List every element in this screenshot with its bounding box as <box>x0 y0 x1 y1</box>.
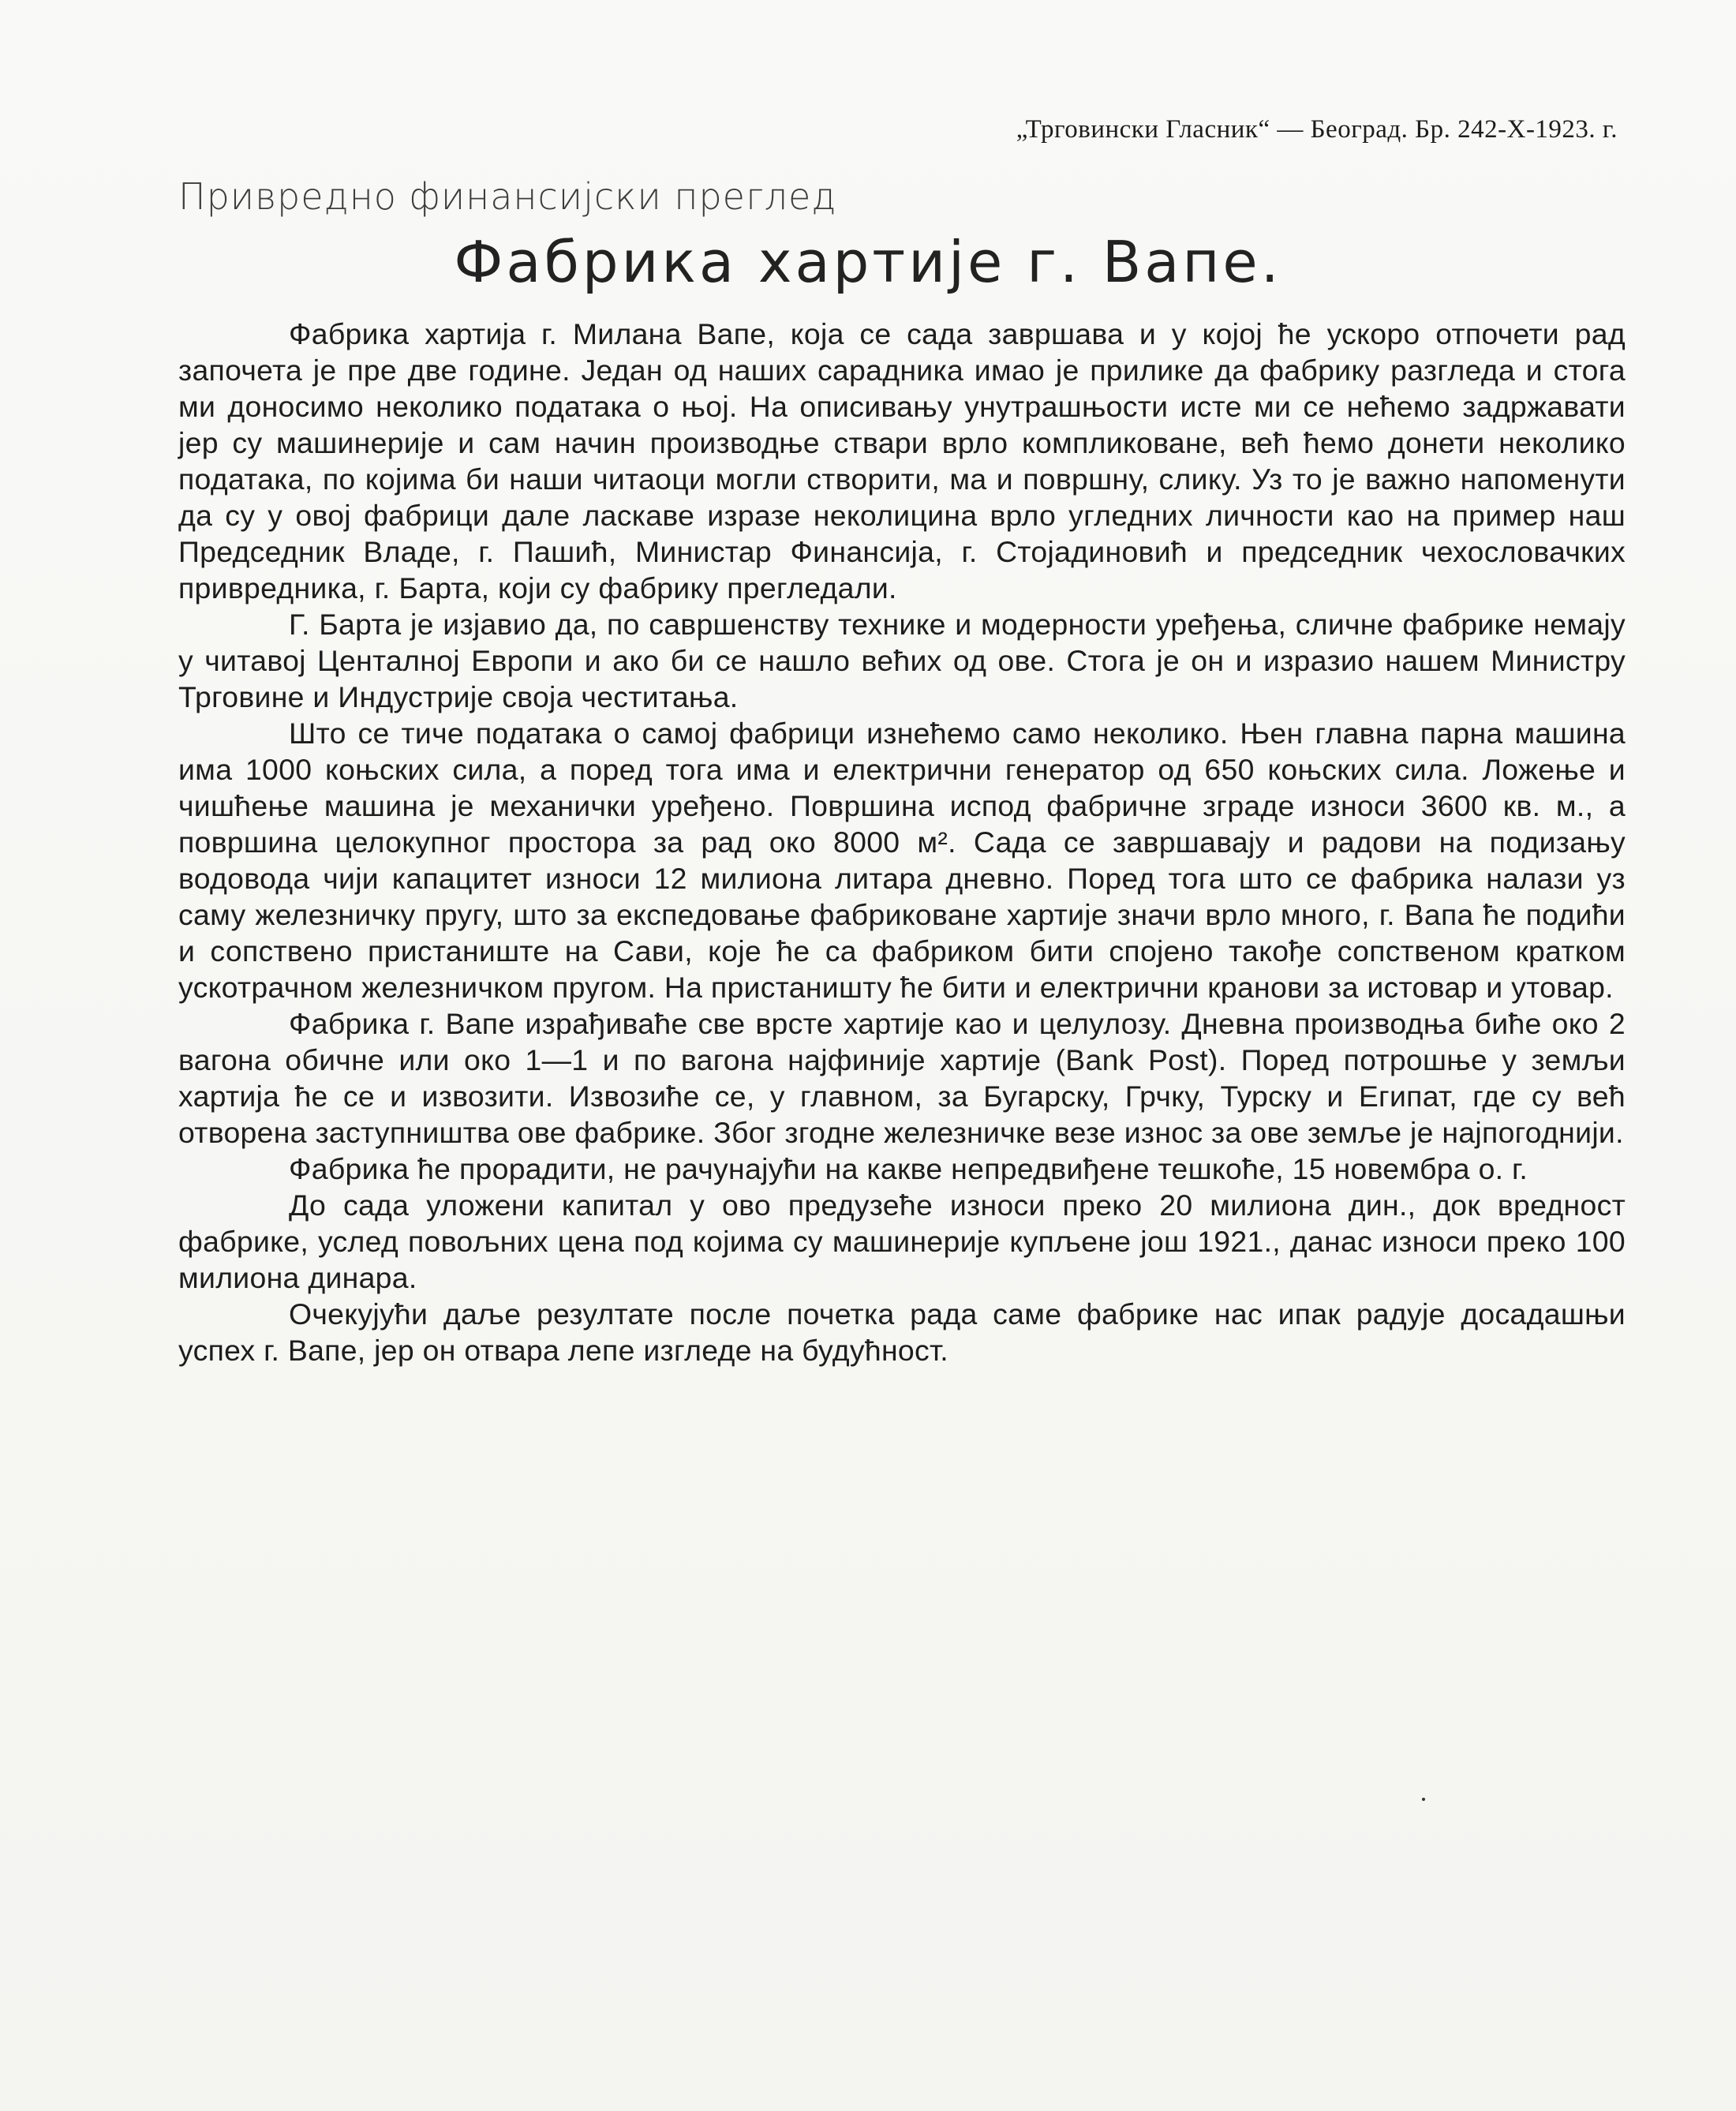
article-paragraph: Фабрика хартија г. Милана Вапе, која се сада завршава и у којој ће ускоро отпочети рад започета је пре две године. Један од наших сарадника имао је прилике да фабрику разгледа и стога ми доносимо неколико података о њој. На описивању унутрашњости исте ми се нећемо задржавати јер су машинерије и сам начин производње ствари врло компликоване, већ ћемо донети неколико података, по којима би наши читаоци могли створити, ма и површну, слику. Уз то је важно напоменути да су у овој фабрици дале ласкаве изразе неколицина врло угледних личности као на пример наш Председник Владе, г. Пашић, Министар Финансија, г. Стојадиновић и председник чехословачких привредника, г. Барта, који су фабрику прегледали. <box>178 317 1626 604</box>
article-paragraph: Г. Барта је изјавио да, по савршенству технике и модерности уређења, сличне фабрике немају у читавој Центалној Европи и ако би се нашло већих од ове. Стога је он и изразио нашем Министру Трговине и Индустрије своја честитања. <box>178 608 1626 713</box>
article-paragraph: Очекујући даље резултате после почетка рада саме фабрике нас ипак радује досадашњи успех г. Вапе, јер он отвара лепе изгледе на будућност. <box>178 1297 1626 1367</box>
article-body <box>178 316 1626 1368</box>
article-paragraph: До сада уложени капитал у ово предузеће износи преко 20 милиона дин., док вредност фабрике, услед повољних цена под којима су машинерије купљене још 1921., данас износи преко 100 милиона динара. <box>178 1188 1626 1294</box>
paper-speck <box>1422 1798 1425 1801</box>
article-paragraph: Фабрика г. Вапе израђиваће све врсте хартије као и целулозу. Дневна производња биће око 2 вагона обичне или око 1—1 и по вагона најфиније хартије (Bank Post). Поред потрошње у земљи хартија ће се и извозити. Извозиће се, у главном, за Бугарску, Грчку, Турску и Египат, где су већ отворена заступништва ове фабрике. Због згодне железничке везе износ за ове земље је најпогоднији. <box>178 1007 1626 1149</box>
article-paragraph: Фабрика ће прорадити, не рачунајући на какве непредвиђене тешкоће, 15 новембра о. г. <box>289 1152 1528 1185</box>
article-title: Фабрика хартије г. Вапе. <box>454 229 1282 295</box>
article-paragraph: Што се тиче података о самој фабрици изнећемо само неколико. Њен главна парна машина има 1000 коњских сила, а поред тога има и електрични генератор од 650 коњских сила. Ложење и чишћење машина је механички уређено. Површина испод фабричне зграде износи 3600 кв. м., а површина целокупног простора за рад око 8000 м². Сада се завршавају и радови на подизању водовода чији капацитет износи 12 милиона литара дневно. Поред тога што се фабрика налази уз саму железничку пругу, што за експедовање фабриковане хартије значи врло много, г. Вапа ће подићи и сопствено пристаниште на Сави, које ће са фабриком бити спојено такође сопственом кратком ускотрачном железничком пругом. На пристаништу ће бити и електрични кранови за истовар и утовар. <box>178 717 1626 1004</box>
section-kicker: Привредно финансијски преглед <box>178 175 837 218</box>
publication-header: „Трговински Гласник“ — Београд. Бр. 242-X-1923. г. <box>1016 115 1618 144</box>
